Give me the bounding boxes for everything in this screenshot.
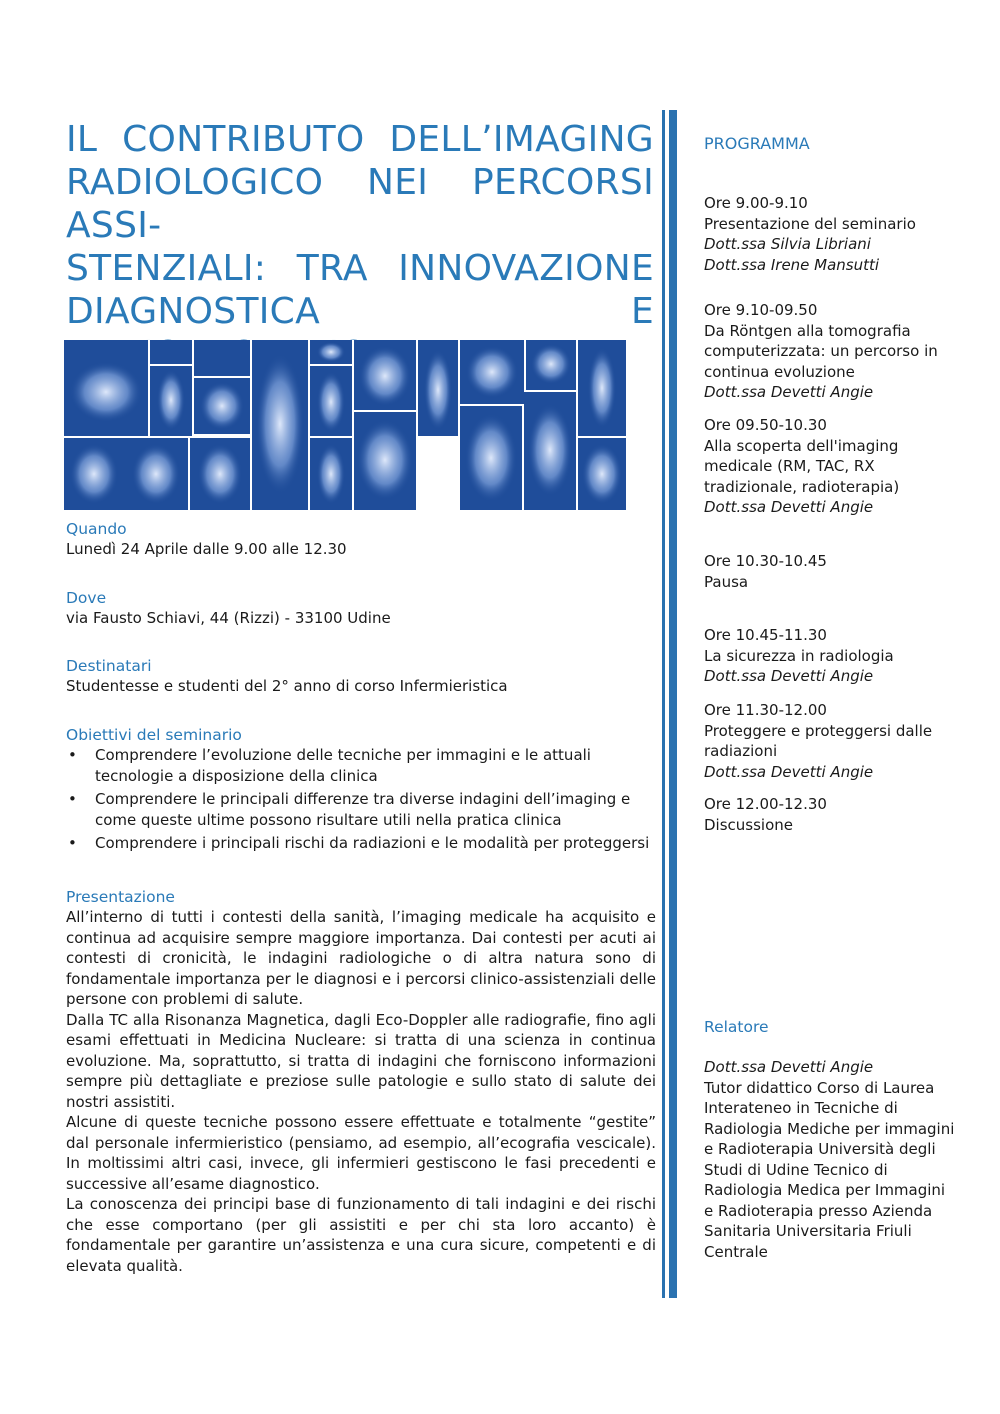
title-line: DIAGNOSTICA E: [66, 291, 654, 332]
slot-time: Ore 12.00-12.30: [704, 795, 827, 813]
program-slot: [704, 300, 959, 403]
obiettivi-heading: Obiettivi del seminario: [66, 726, 242, 744]
destinatari-heading: Destinatari: [66, 657, 152, 675]
list-item: [66, 789, 656, 830]
bullet-icon: •: [68, 834, 77, 852]
list-item-text: Comprendere l’evoluzione delle tecniche per immagini e le attuali tecnologie a disposizione della clinica: [95, 746, 591, 785]
info-destinatari: [66, 656, 656, 697]
list-item: [66, 745, 656, 786]
program-slot: [704, 625, 959, 687]
program-slot: [704, 700, 959, 782]
relatore-heading: Relatore: [704, 1018, 769, 1036]
programma-section: [704, 134, 959, 155]
relatore-section: [704, 1017, 959, 1037]
presentazione-paragraph: Alcune di queste tecniche possono essere effettuate e totalmente “gestite” dal personale infermieristico (pensiamo, ad esempio, all’ecografia vescicale). In moltissimi altri casi, invece, gli infermieri gestiscono le fasi precedenti e successive all’esame diagnostico.: [66, 1113, 656, 1193]
slot-title: La sicurezza in radiologia: [704, 646, 894, 665]
bullet-icon: •: [68, 746, 77, 764]
dove-text: via Fausto Schiavi, 44 (Rizzi) - 33100 Udine: [66, 609, 391, 627]
title-line: STENZIALI: TRA INNOVAZIONE: [66, 248, 654, 289]
relatore-bio: Tutor didattico Corso di Laurea Interateneo in Tecniche di Radiologia Mediche per immagini e Radioterapia Università degli Studi di Udine Tecnico di Radiologia Medica per Immagini e Radioterapia presso Azienda Sanitaria Universitaria Friuli Centrale: [704, 1078, 955, 1261]
destinatari-text: Studentesse e studenti del 2° anno di corso Infermieristica: [66, 677, 508, 695]
program-slot: [704, 794, 959, 835]
bullet-icon: •: [68, 790, 77, 808]
slot-time: Ore 9.10-09.50: [704, 301, 818, 319]
presentazione-heading: Presentazione: [66, 888, 175, 906]
list-item: [66, 833, 656, 854]
slot-time: Ore 09.50-10.30: [704, 416, 827, 434]
list-item-text: Comprendere le principali differenze tra diverse indagini dell’imaging e come queste ultime possono risultare utili nella pratica clinica: [95, 790, 631, 829]
slot-title: Alla scoperta dell'imaging medicale (RM, TAC, RX tradizionale, radioterapia): [704, 436, 900, 496]
programma-heading: PROGRAMMA: [704, 134, 810, 153]
title-line: RADIOLOGICO NEI PERCORSI ASSI-: [66, 162, 654, 246]
column-divider-thick: [669, 110, 677, 1298]
info-presentazione: [66, 887, 656, 1276]
program-slot: [704, 193, 959, 275]
slot-time: Ore 11.30-12.00: [704, 701, 827, 719]
presentazione-paragraph: Dalla TC alla Risonanza Magnetica, dagli Eco-Doppler alle radiografie, fino agli esami effettuati in Medicina Nucleare: si tratta di una scienza in continua evoluzione. Ma, soprattutto, si tratta di indagini che forniscono informazioni sempre più dettagliate e preziose sulle patologie e sullo stato di salute dei nostri assistiti.: [66, 1010, 656, 1111]
column-divider: [662, 110, 665, 1298]
dove-heading: Dove: [66, 589, 107, 607]
quando-text: Lunedì 24 Aprile dalle 9.00 alle 12.30: [66, 540, 347, 558]
slot-time: Ore 9.00-9.10: [704, 194, 808, 212]
slot-speaker: Dott.ssa Irene Mansutti: [704, 255, 880, 274]
relatore-details: [704, 1057, 959, 1262]
program-slot: [704, 415, 959, 518]
quando-heading: Quando: [66, 520, 127, 538]
slot-speaker: Dott.ssa Devetti Angie: [704, 383, 874, 401]
info-quando: [66, 519, 656, 560]
xray-collage-image: [64, 340, 626, 510]
obiettivi-list: [66, 745, 656, 854]
slot-speaker: Dott.ssa Devetti Angie: [704, 667, 874, 685]
slot-time: Ore 10.30-10.45: [704, 552, 827, 570]
info-obiettivi: [66, 725, 656, 857]
info-dove: [66, 588, 656, 629]
presentazione-paragraph: La conoscenza dei principi base di funzionamento di tali indagini e dei rischi che esse comportano (per gli assistiti e per chi sta loro accanto) è fondamentale per garantire un’assistenza e una cura sicure, competenti e di elevata qualità.: [66, 1195, 656, 1275]
slot-speaker: Dott.ssa Silvia Libriani: [704, 235, 871, 253]
slot-speaker: Dott.ssa Devetti Angie: [704, 498, 874, 516]
presentazione-paragraph: All’interno di tutti i contesti della sanità, l’imaging medicale ha acquisito e continua ad acquisire sempre maggiore importanza. Dai contesti per acuti ai contesti di cronicità, le indagini radiologiche o di altra natura sono di fondamentale importanza per le diagnosi e i percorsi clinico-assistenziali delle persone con problemi di salute.: [66, 908, 656, 1008]
list-item-text: Comprendere i principali rischi da radiazioni e le modalità per proteggersi: [95, 834, 650, 852]
title-line: IL CONTRIBUTO DELL’IMAGING: [66, 119, 654, 160]
slot-title: Proteggere e proteggersi dalle radiazioni: [704, 721, 933, 760]
slot-time: Ore 10.45-11.30: [704, 626, 827, 644]
slot-title: Da Röntgen alla tomografia computerizzata: un percorso in continua evoluzione: [704, 321, 938, 381]
relatore-name: Dott.ssa Devetti Angie: [704, 1058, 874, 1076]
slot-title: Pausa: [704, 572, 749, 591]
slot-title: Discussione: [704, 815, 793, 834]
program-slot: [704, 551, 959, 592]
slot-speaker: Dott.ssa Devetti Angie: [704, 762, 874, 781]
slot-title: Presentazione del seminario: [704, 214, 916, 233]
